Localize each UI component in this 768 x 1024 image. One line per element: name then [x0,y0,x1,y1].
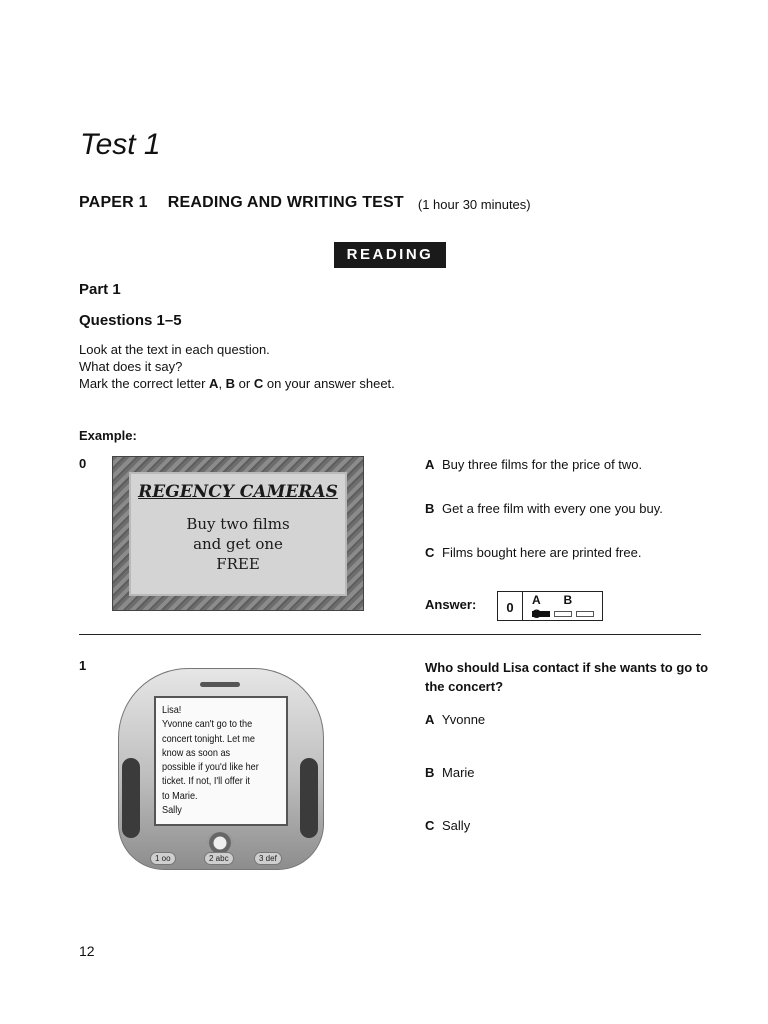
phone-keypad [148,852,292,870]
answer-mark-c [576,611,594,617]
answer-label: Answer: [425,597,477,612]
phone-nav-button [206,832,234,854]
part-title: Part 1 [79,281,121,298]
sign-image [112,456,364,611]
phone-side-left [122,758,140,838]
page-number: 12 [79,943,95,959]
answer-number: 0 [498,592,523,620]
sign-text: Buy two films and get one FREE [186,515,290,573]
phone-earpiece [200,682,240,687]
instruction-line-2: What does it say? [79,359,183,374]
answer-marks [532,611,598,629]
instruction-line-1: Look at the text in each question. [79,342,270,357]
example-number: 0 [79,456,87,471]
paper-duration: (1 hour 30 minutes) [417,197,531,212]
question-1-number: 1 [79,658,87,673]
question-1-option-b: B Marie [425,765,475,780]
example-option-b: B Get a free film with every one you buy. [425,501,663,516]
question-1-option-c: C Sally [425,818,471,833]
divider [79,634,701,635]
phone-key-2: 2 abc [204,852,234,865]
phone-image [118,668,322,878]
example-label: Example: [79,428,137,443]
section-banner: READING [334,242,446,268]
paper-heading [79,194,531,212]
instruction-line-3: Mark the correct letter A, B or C on your answer sheet. [79,376,395,391]
answer-letters: A B [532,593,583,607]
phone-side-right [300,758,318,838]
example-option-a: A Buy three films for the price of two. [425,457,643,472]
paper-name: READING AND WRITING TEST [167,194,404,211]
paper-label: PAPER 1 [79,194,148,211]
question-1-text: Who should Lisa contact if she wants to go to the concert? [425,660,709,694]
example-option-c: C Films bought here are printed free. [425,545,642,560]
answer-grid [497,591,603,621]
instructions [79,341,395,392]
answer-mark-b [554,611,572,617]
test-title: Test 1 [80,128,161,161]
questions-range: Questions 1–5 [79,312,182,329]
answer-mark-a-selected [532,611,550,617]
sign-board [129,472,347,596]
phone-key-1: 1 oo [150,852,176,865]
question-1-option-a: A Yvonne [425,712,486,727]
sign-shop-name: REGENCY CAMERAS [138,482,338,502]
phone-key-3: 3 def [254,852,282,865]
phone-screen-message: Lisa! Yvonne can't go to the concert tonight. Let me know as soon as possible if you'd like her ticket. If not, I'll offer it to Marie. Sally [154,696,288,826]
